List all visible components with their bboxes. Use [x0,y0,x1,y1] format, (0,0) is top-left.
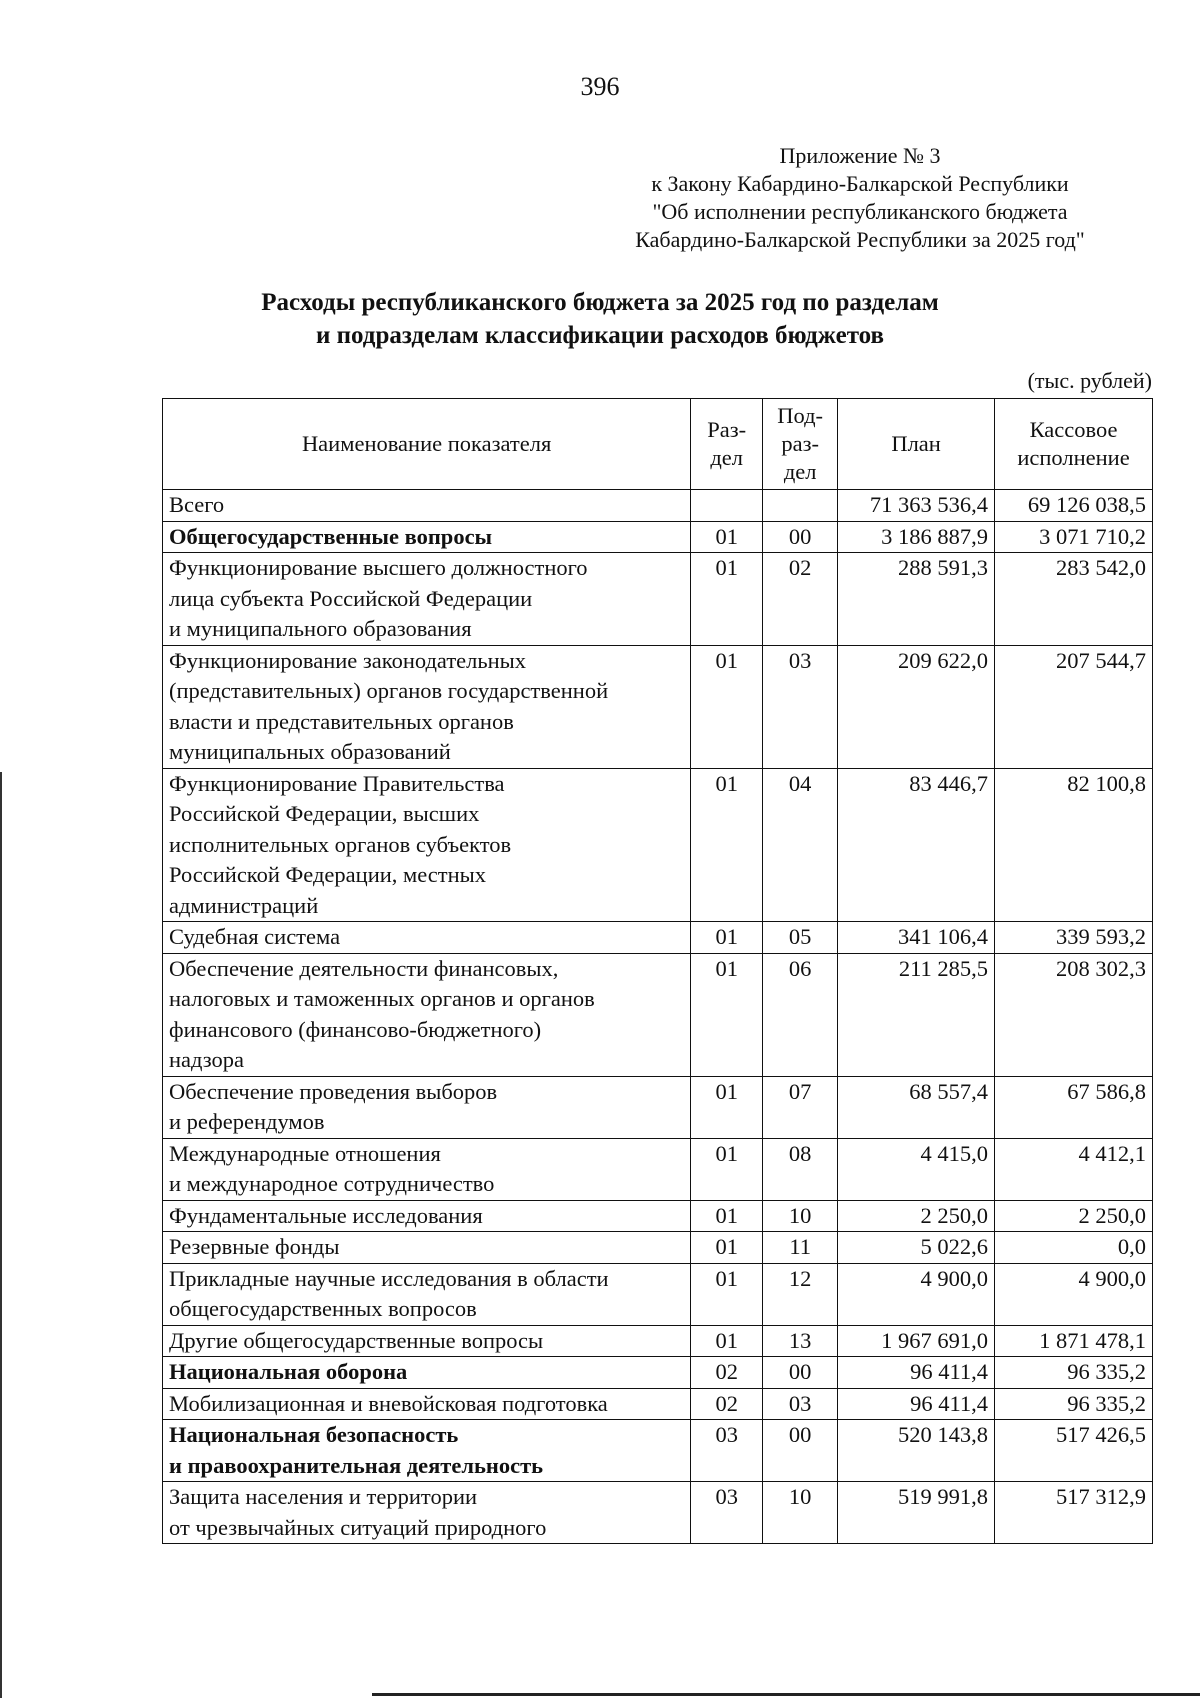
title-line: Расходы республиканского бюджета за 2025 год по разделам [261,289,939,316]
appendix-line: Приложение № 3 [779,143,941,168]
row-podrazdel: 05 [763,922,838,954]
row-razdel: 01 [691,645,763,768]
row-kassovoe: 96 335,2 [995,1388,1153,1420]
row-razdel: 01 [691,953,763,1076]
header-plan: План [838,399,995,490]
row-name: Национальная безопасность и правоохранительная деятельность [163,1420,691,1482]
row-name: Функционирование Правительства Российской Федерации, высших исполнительных органов субъектов Российской Федерации, местных администраций [163,768,691,922]
row-name: Международные отношения и международное сотрудничество [163,1138,691,1200]
row-name: Мобилизационная и вневойсковая подготовка [163,1388,691,1420]
row-kassovoe: 4 412,1 [995,1138,1153,1200]
row-razdel: 03 [691,1482,763,1544]
table-row [163,1357,1153,1389]
row-name: Функционирование законодательных (представительных) органов государственной власти и представительных органов муниципальных образований [163,645,691,768]
row-razdel: 02 [691,1357,763,1389]
appendix-line: к Закону Кабардино-Балкарской Республики [651,171,1069,196]
row-name: Фундаментальные исследования [163,1200,691,1232]
row-kassovoe: 283 542,0 [995,553,1153,646]
row-podrazdel: 08 [763,1138,838,1200]
table-row [163,1232,1153,1264]
row-razdel: 01 [691,1325,763,1357]
table-header-row [163,399,1153,490]
row-kassovoe: 1 871 478,1 [995,1325,1153,1357]
row-kassovoe: 96 335,2 [995,1357,1153,1389]
row-podrazdel: 00 [763,521,838,553]
row-kassovoe: 3 071 710,2 [995,521,1153,553]
row-kassovoe: 208 302,3 [995,953,1153,1076]
row-kassovoe: 517 312,9 [995,1482,1153,1544]
scan-line [372,1693,1200,1696]
row-plan: 1 967 691,0 [838,1325,995,1357]
row-plan: 96 411,4 [838,1388,995,1420]
row-razdel: 03 [691,1420,763,1482]
row-podrazdel: 00 [763,1357,838,1389]
row-plan: 4 415,0 [838,1138,995,1200]
row-podrazdel: 03 [763,1388,838,1420]
table-row [163,922,1153,954]
row-plan: 288 591,3 [838,553,995,646]
row-razdel: 01 [691,1138,763,1200]
table-row [163,953,1153,1076]
row-kassovoe: 67 586,8 [995,1076,1153,1138]
table-row [163,1388,1153,1420]
row-name: Защита населения и территории от чрезвычайных ситуаций природного [163,1482,691,1544]
units-label: (тыс. рублей) [1027,368,1152,393]
row-kassovoe: 517 426,5 [995,1420,1153,1482]
row-podrazdel: 10 [763,1482,838,1544]
row-plan: 96 411,4 [838,1357,995,1389]
table-row [163,1138,1153,1200]
row-plan: 83 446,7 [838,768,995,922]
row-razdel: 01 [691,922,763,954]
row-razdel: 01 [691,1263,763,1325]
row-podrazdel: 11 [763,1232,838,1264]
row-name: Общегосударственные вопросы [163,521,691,553]
row-kassovoe: 69 126 038,5 [995,490,1153,522]
row-plan: 5 022,6 [838,1232,995,1264]
table-row [163,521,1153,553]
row-name: Судебная система [163,922,691,954]
appendix-header [600,142,1120,254]
row-podrazdel: 10 [763,1200,838,1232]
row-razdel: 01 [691,1076,763,1138]
row-podrazdel: 04 [763,768,838,922]
row-plan: 68 557,4 [838,1076,995,1138]
row-name: Резервные фонды [163,1232,691,1264]
row-kassovoe: 2 250,0 [995,1200,1153,1232]
row-plan: 520 143,8 [838,1420,995,1482]
row-plan: 4 900,0 [838,1263,995,1325]
header-razdel: Раз- дел [691,399,763,490]
row-kassovoe: 207 544,7 [995,645,1153,768]
row-name: Всего [163,490,691,522]
row-plan: 341 106,4 [838,922,995,954]
row-kassovoe: 82 100,8 [995,768,1153,922]
row-name: Другие общегосударственные вопросы [163,1325,691,1357]
row-kassovoe: 4 900,0 [995,1263,1153,1325]
appendix-line: "Об исполнении республиканского бюджета [652,199,1068,224]
row-name: Обеспечение деятельности финансовых, налоговых и таможенных органов и органов финансового (финансово-бюджетного) надзора [163,953,691,1076]
row-plan: 2 250,0 [838,1200,995,1232]
row-plan: 211 285,5 [838,953,995,1076]
row-name: Функционирование высшего должностного лица субъекта Российской Федерации и муниципального образования [163,553,691,646]
header-podrazdel: Под- раз- дел [763,399,838,490]
row-razdel: 01 [691,768,763,922]
scan-edge [0,772,2,1698]
row-name: Национальная оборона [163,1357,691,1389]
row-podrazdel [763,490,838,522]
table-row [163,645,1153,768]
row-plan: 209 622,0 [838,645,995,768]
row-podrazdel: 00 [763,1420,838,1482]
row-plan: 519 991,8 [838,1482,995,1544]
row-plan: 3 186 887,9 [838,521,995,553]
table-row [163,1200,1153,1232]
table-row [163,1076,1153,1138]
row-plan: 71 363 536,4 [838,490,995,522]
row-kassovoe: 339 593,2 [995,922,1153,954]
row-podrazdel: 07 [763,1076,838,1138]
title-line: и подразделам классификации расходов бюджетов [315,322,885,349]
table-row [163,1420,1153,1482]
row-name: Прикладные научные исследования в области общегосударственных вопросов [163,1263,691,1325]
row-razdel [691,490,763,522]
table-row [163,1263,1153,1325]
row-podrazdel: 06 [763,953,838,1076]
page-number: 396 [580,72,620,101]
row-podrazdel: 03 [763,645,838,768]
row-podrazdel: 02 [763,553,838,646]
table-row [163,1482,1153,1544]
table-body [163,490,1153,1544]
table-row [163,553,1153,646]
table-row [163,1325,1153,1357]
row-razdel: 01 [691,1232,763,1264]
row-razdel: 01 [691,553,763,646]
row-name: Обеспечение проведения выборов и референдумов [163,1076,691,1138]
header-name: Наименование показателя [163,399,691,490]
row-razdel: 02 [691,1388,763,1420]
row-podrazdel: 13 [763,1325,838,1357]
row-podrazdel: 12 [763,1263,838,1325]
appendix-line: Кабардино-Балкарской Республики за 2025 год" [635,227,1085,252]
row-kassovoe: 0,0 [995,1232,1153,1264]
header-kassovoe: Кассовое исполнение [995,399,1153,490]
row-razdel: 01 [691,521,763,553]
document-title [0,286,1200,352]
table-row [163,490,1153,522]
table-row [163,768,1153,922]
row-razdel: 01 [691,1200,763,1232]
budget-table [162,398,1153,1544]
